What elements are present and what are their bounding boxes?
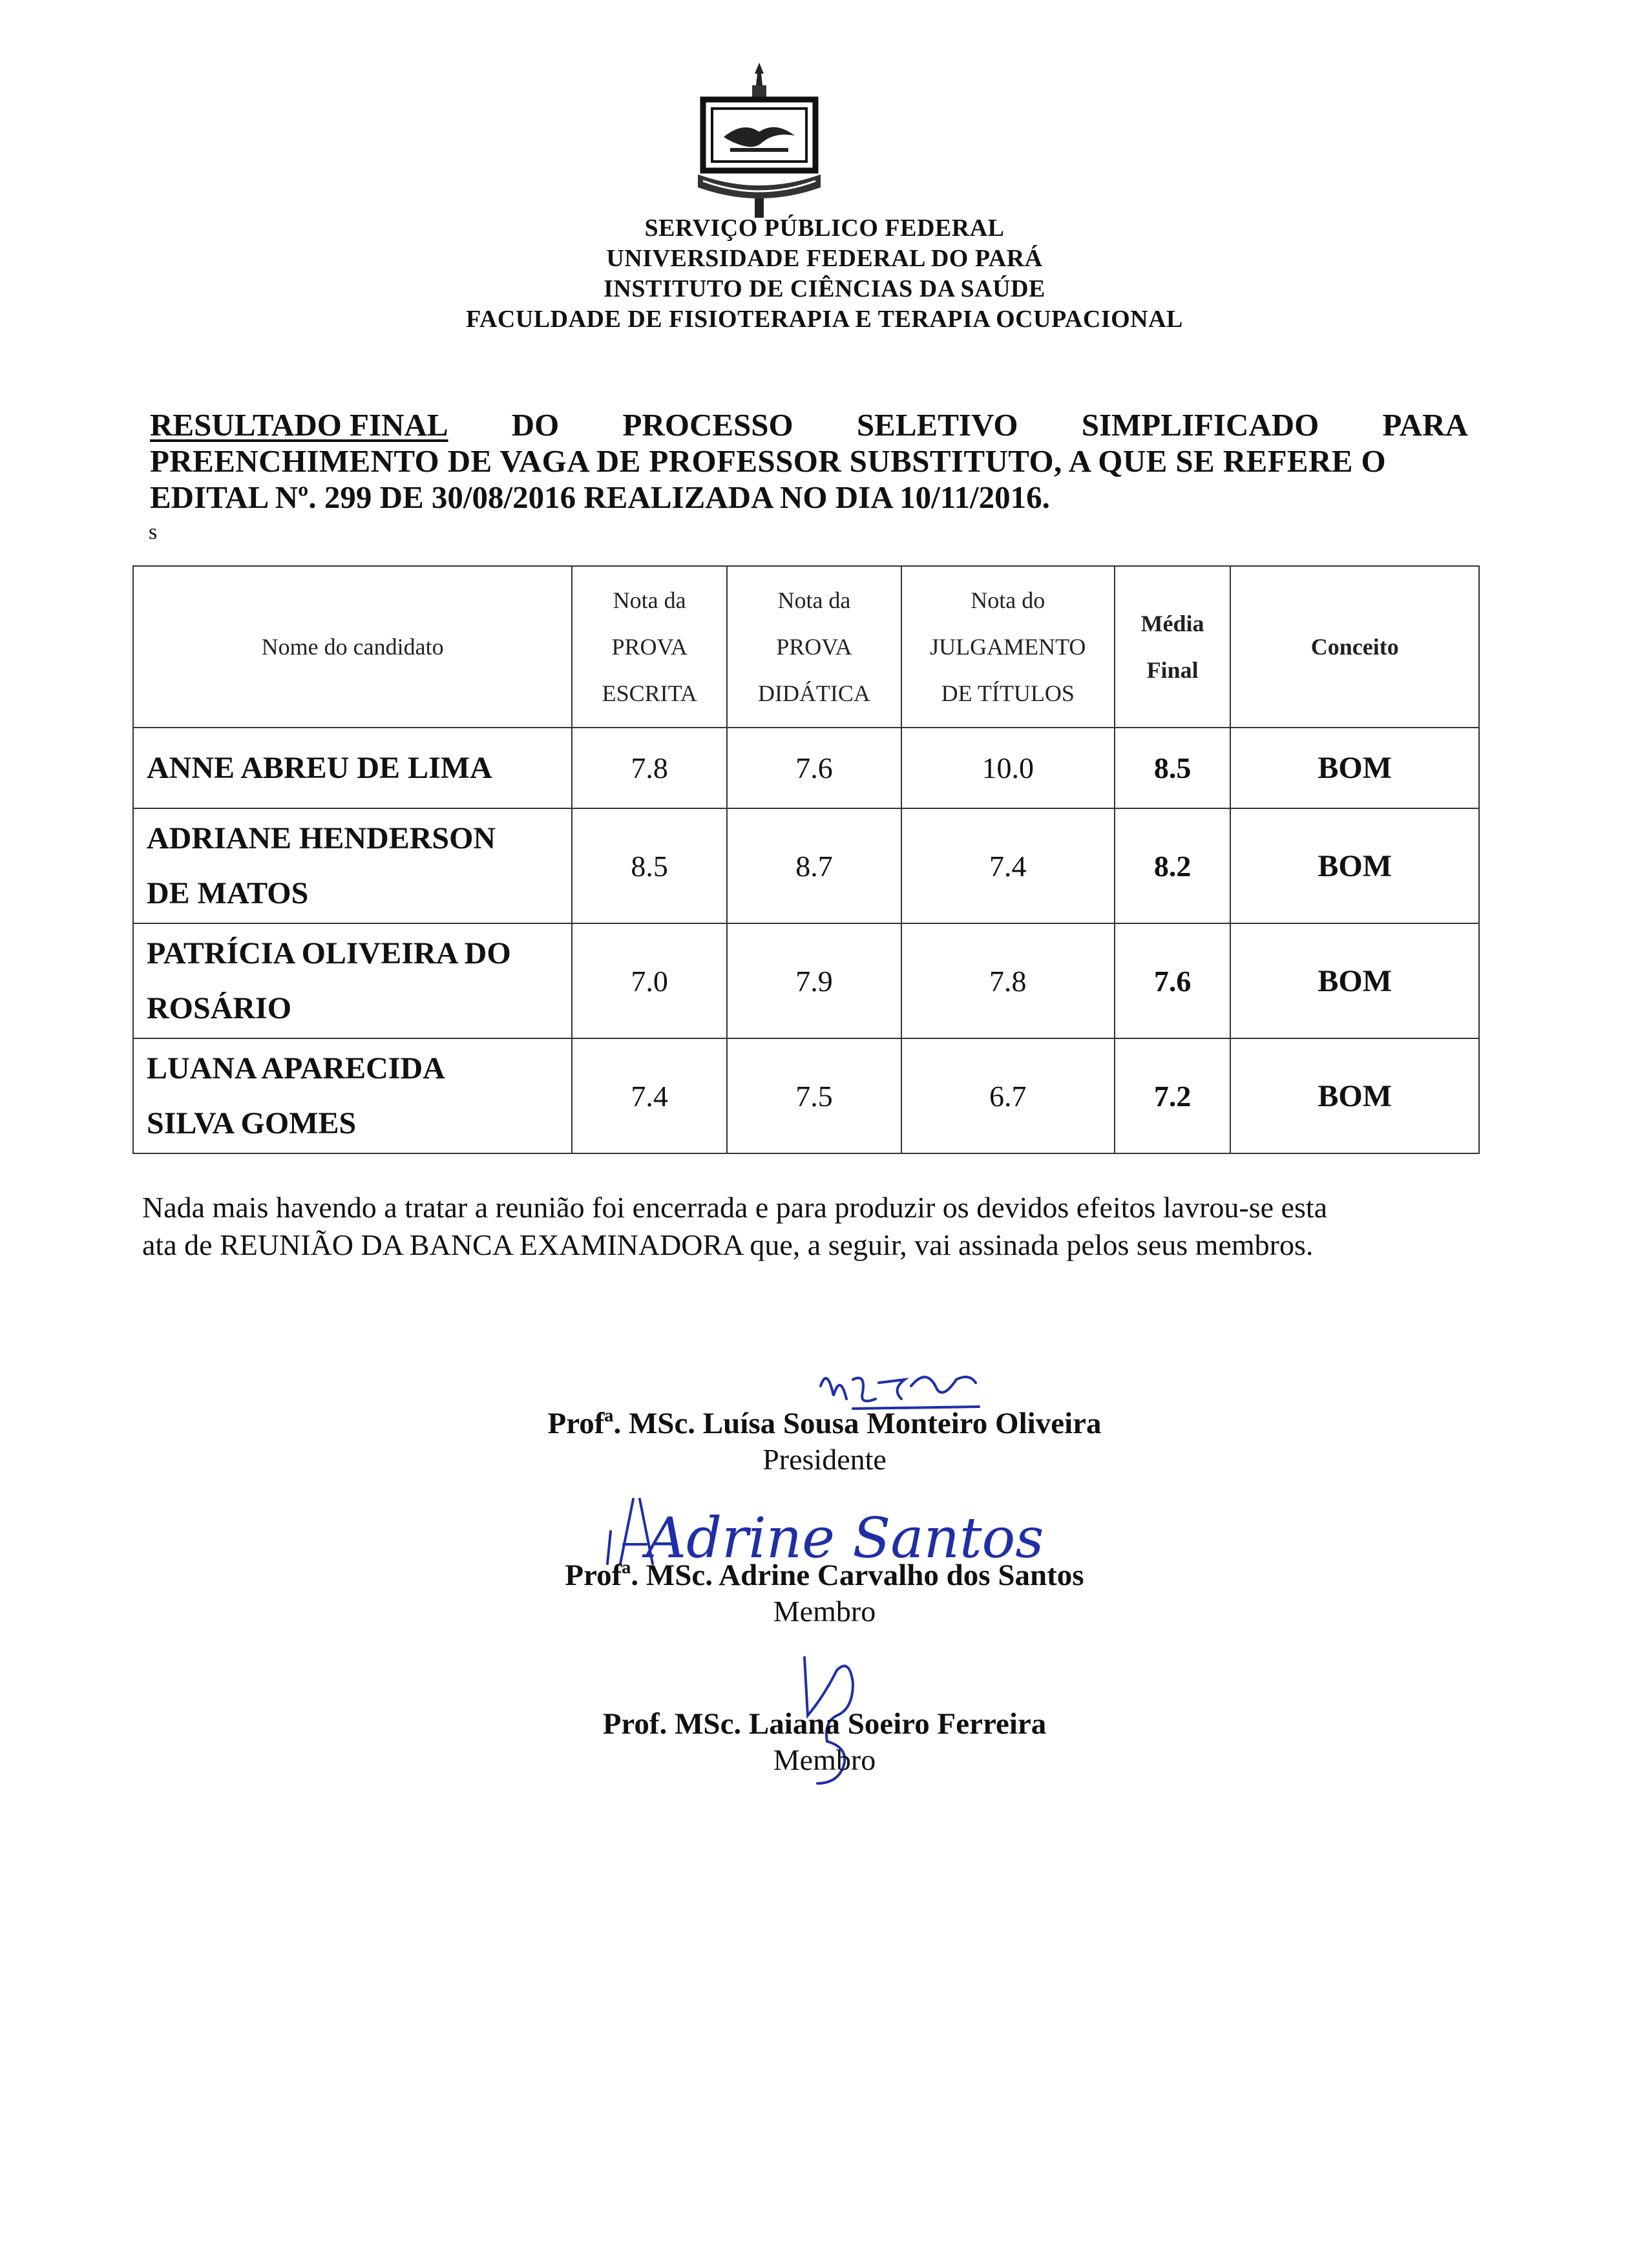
final-average: 8.5	[1115, 728, 1231, 808]
candidate-name: ADRIANE HENDERSON DE MATOS	[133, 808, 572, 923]
title-line-1	[150, 407, 1468, 443]
signer-role: Membro	[773, 1743, 876, 1776]
final-average: 7.2	[1115, 1038, 1231, 1153]
grade-concept: BOM	[1230, 1038, 1479, 1153]
signer-name: Profª. MSc. Luísa Sousa Monteiro Oliveira	[547, 1407, 1102, 1440]
teaching-score: 7.9	[727, 923, 901, 1038]
closing-line-1: Nada mais havendo a tratar a reunião foi encerrada e para produzir os devidos efeitos lavrou-se esta	[142, 1191, 1328, 1224]
titles-score: 10.0	[901, 728, 1115, 808]
signer-name: Prof. MSc. Laiana Soeiro Ferreira	[602, 1707, 1047, 1741]
table-header-row	[133, 566, 1479, 728]
title-line-2: PREENCHIMENTO DE VAGA DE PROFESSOR SUBSTITUTO, A QUE SE REFERE O	[150, 443, 1387, 479]
header-teaching-exam: Nota da PROVA DIDÁTICA	[727, 566, 901, 728]
header-grade: Conceito	[1230, 566, 1479, 728]
document-title	[150, 407, 1468, 516]
institution-header	[0, 213, 1649, 335]
signature-block-president	[0, 1405, 1649, 1478]
header-line-service: SERVIÇO PÚBLICO FEDERAL	[644, 215, 1005, 242]
title-word: PROCESSO	[622, 407, 793, 443]
stray-mark: s	[149, 520, 158, 544]
written-score: 8.5	[572, 808, 727, 923]
grade-concept: BOM	[1230, 808, 1479, 923]
grade-concept: BOM	[1230, 923, 1479, 1038]
signature-block-member-1	[0, 1557, 1649, 1630]
signature-handwriting-text: Adrine Santos	[646, 1506, 1044, 1571]
signature-block-member-2	[0, 1706, 1649, 1778]
closing-line-2: ata de REUNIÃO DA BANCA EXAMINADORA que, a seguir, vai assinada pelos seus membros.	[142, 1228, 1314, 1261]
grade-concept: BOM	[1230, 728, 1479, 808]
signer-role: Membro	[773, 1595, 876, 1628]
header-line-institute: INSTITUTO DE CIÊNCIAS DA SAÚDE	[604, 275, 1045, 302]
results-table	[132, 565, 1480, 1154]
header-final-average: Média Final	[1115, 566, 1231, 728]
teaching-score: 8.7	[727, 808, 901, 923]
candidate-name: ANNE ABREU DE LIMA	[133, 728, 572, 808]
teaching-score: 7.6	[727, 728, 901, 808]
candidate-name: LUANA APARECIDA SILVA GOMES	[133, 1038, 572, 1153]
title-word: PARA	[1382, 407, 1468, 443]
university-seal-logo	[685, 59, 834, 221]
written-score: 7.4	[572, 1038, 727, 1153]
signer-role: Presidente	[762, 1443, 887, 1476]
title-line-3: EDITAL Nº. 299 DE 30/08/2016 REALIZADA NO DIA 10/11/2016.	[150, 479, 1050, 515]
title-word: DO	[511, 407, 560, 443]
candidate-name: PATRÍCIA OLIVEIRA DO ROSÁRIO	[133, 923, 572, 1038]
final-average: 7.6	[1115, 923, 1231, 1038]
header-titles-score: Nota do JULGAMENTO DE TÍTULOS	[901, 566, 1115, 728]
closing-paragraph	[142, 1189, 1486, 1264]
table-row	[133, 1038, 1479, 1153]
written-score: 7.8	[572, 728, 727, 808]
header-line-faculty: FACULDADE DE FISIOTERAPIA E TERAPIA OCUPACIONAL	[466, 306, 1183, 333]
table-row	[133, 728, 1479, 808]
header-written-exam: Nota da PROVA ESCRITA	[572, 566, 727, 728]
title-word: SELETIVO	[856, 407, 1018, 443]
written-score: 7.0	[572, 923, 727, 1038]
titles-score: 7.8	[901, 923, 1115, 1038]
title-underlined: RESULTADO FINAL	[150, 407, 448, 443]
titles-score: 6.7	[901, 1038, 1115, 1153]
table-row	[133, 808, 1479, 923]
header-line-university: UNIVERSIDADE FEDERAL DO PARÁ	[606, 245, 1043, 272]
header-candidate-name: Nome do candidato	[133, 566, 572, 728]
titles-score: 7.4	[901, 808, 1115, 923]
table-row	[133, 923, 1479, 1038]
title-word: SIMPLIFICADO	[1081, 407, 1319, 443]
teaching-score: 7.5	[727, 1038, 901, 1153]
signer-name: Profª. MSc. Adrine Carvalho dos Santos	[565, 1559, 1084, 1592]
final-average: 8.2	[1115, 808, 1231, 923]
